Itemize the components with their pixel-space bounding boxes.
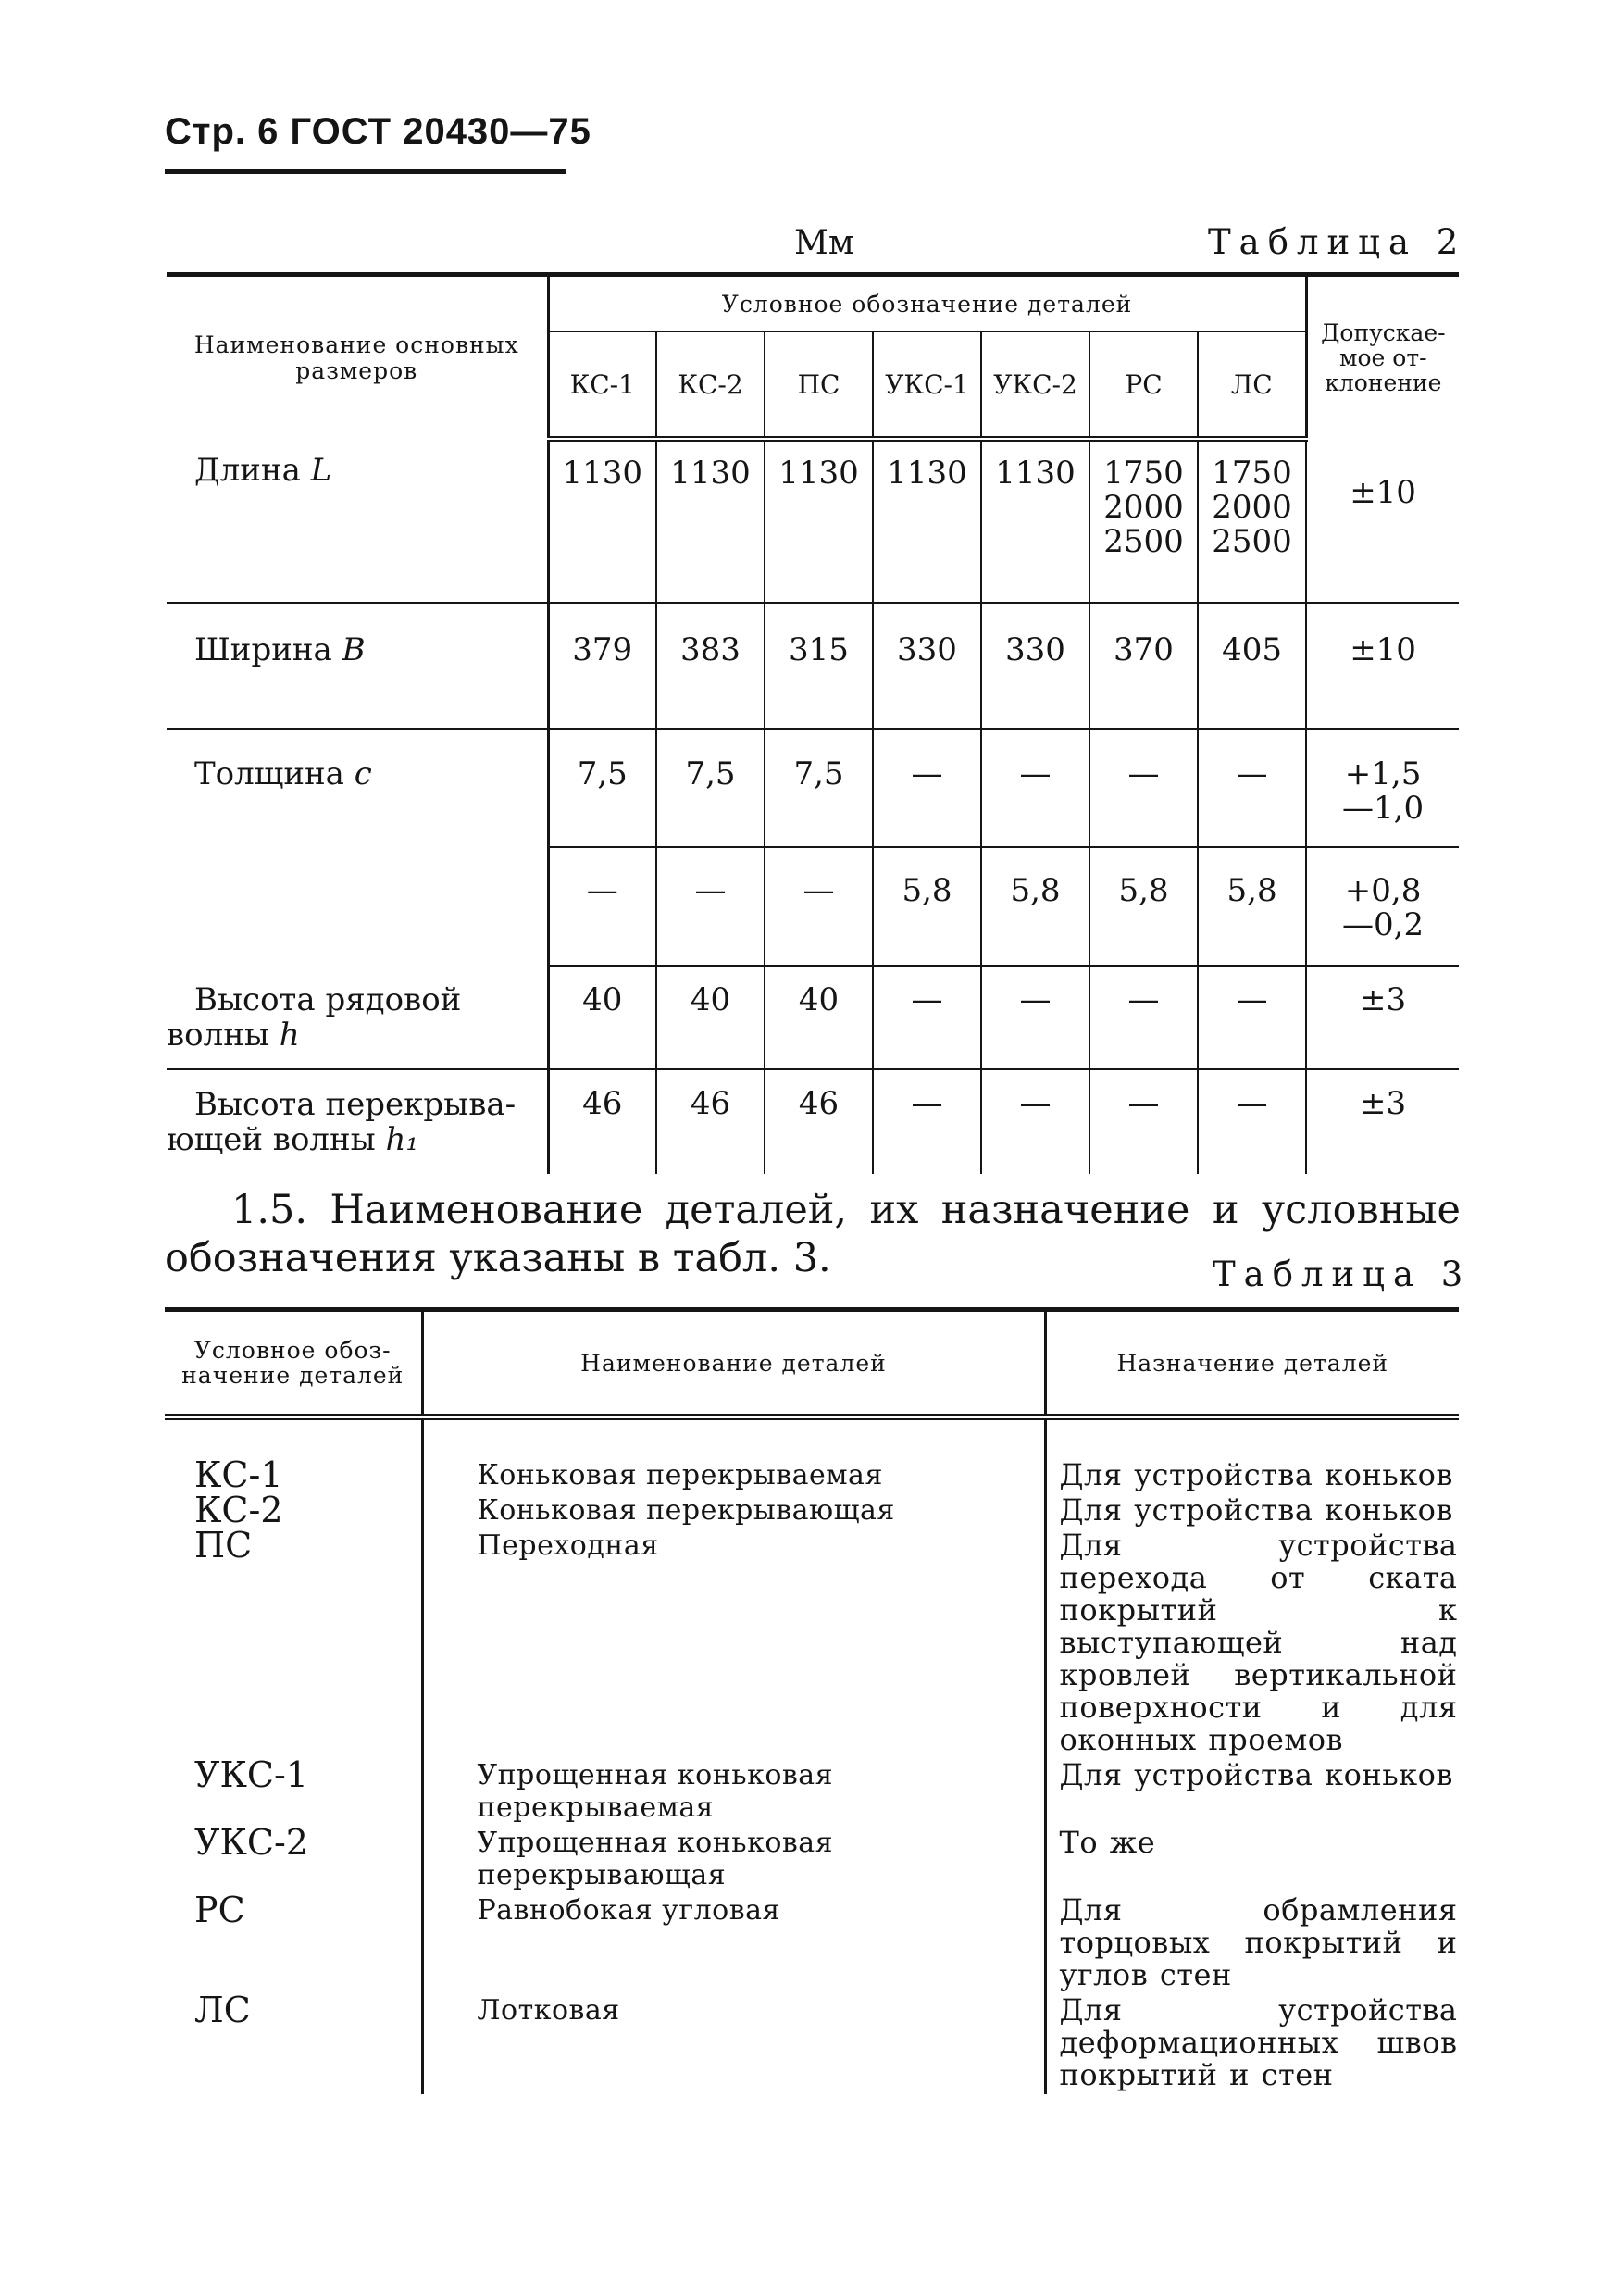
col-header: КС-2 (656, 331, 765, 439)
part-name: Упрощенная коньковая перекрываемая (422, 1759, 1045, 1827)
part-purpose: Для обрамления торцовых покрытий и углов стен (1059, 1892, 1458, 1992)
col-header: УКС-1 (873, 331, 981, 439)
cell: 1130 (981, 439, 1089, 603)
header-rule (165, 169, 566, 174)
header-part-name: Наименование деталей (422, 1310, 1045, 1417)
part-code: КС-2 (165, 1494, 422, 1529)
cell: 46 (656, 1069, 765, 1174)
row-label: Высота рядовой волны h (167, 966, 548, 1069)
cell: 1750 2000 2500 (1198, 439, 1306, 603)
cell: — (765, 847, 873, 966)
part-purpose: То же (1059, 1825, 1156, 1860)
cell: — (873, 729, 981, 847)
cell: — (873, 1069, 981, 1174)
table-row (165, 1827, 1459, 1894)
part-code: ЛС (165, 1994, 422, 2094)
page-header: Стр. 6 ГОСТ 20430—75 (165, 111, 591, 152)
header-code: Условное обоз- начение деталей (165, 1310, 422, 1417)
units-label: Мм (794, 224, 854, 262)
col-header: РС (1089, 331, 1198, 439)
cell: 330 (981, 603, 1089, 729)
dimensions-table (167, 272, 1459, 1174)
cell: 1130 (765, 439, 873, 603)
cell: 379 (548, 603, 656, 729)
cell: — (656, 847, 765, 966)
tolerance-cell: ±3 (1360, 1085, 1407, 1122)
cell: 46 (548, 1069, 656, 1174)
table-row (165, 1759, 1459, 1827)
part-name: Коньковая перекрываемая (422, 1417, 1045, 1495)
cell: 5,8 (1089, 847, 1198, 966)
cell: 405 (1198, 603, 1306, 729)
cell: — (981, 966, 1089, 1069)
cell: — (548, 847, 656, 966)
cell: 5,8 (873, 847, 981, 966)
cell: 5,8 (1198, 847, 1306, 966)
cell: 1750 2000 2500 (1089, 439, 1198, 603)
part-code: УКС-2 (165, 1827, 422, 1894)
header-part-designation: Условное обозначение деталей (548, 275, 1306, 332)
table-row (167, 729, 1459, 847)
part-name: Упрощенная коньковая перекрывающая (422, 1827, 1045, 1894)
cell: 7,5 (765, 729, 873, 847)
header-tolerance: Допускае- мое от- клонение (1306, 275, 1459, 440)
table-row (167, 847, 1459, 966)
part-purpose: Для устройства деформационных швов покрытий и стен (1059, 1992, 1458, 2092)
header-purpose: Назначение деталей (1045, 1310, 1459, 1417)
table-row (167, 603, 1459, 729)
cell: 7,5 (548, 729, 656, 847)
part-name: Лотковая (422, 1994, 1045, 2094)
header-dimension-name: Наименование основных размеров (167, 275, 548, 440)
cell: 1130 (548, 439, 656, 603)
cell: 1130 (656, 439, 765, 603)
tolerance-cell: +1,5 —1,0 (1306, 729, 1459, 847)
part-code: РС (165, 1894, 422, 1994)
table-row (167, 439, 1459, 603)
cell: 7,5 (656, 729, 765, 847)
cell: 315 (765, 603, 873, 729)
table-row (165, 1417, 1459, 1495)
cell: 370 (1089, 603, 1198, 729)
table-row (165, 1994, 1459, 2094)
cell: 383 (656, 603, 765, 729)
part-purpose: Для устройства коньков (1059, 1457, 1453, 1492)
cell: — (1089, 729, 1198, 847)
table2-caption: Таблица 2 (1208, 222, 1467, 262)
col-header: ЛС (1198, 331, 1306, 439)
cell: — (981, 729, 1089, 847)
col-header: КС-1 (548, 331, 656, 439)
table-row (165, 1494, 1459, 1529)
cell: 1130 (873, 439, 981, 603)
cell: — (1089, 1069, 1198, 1174)
table-row (167, 1069, 1459, 1174)
cell: — (873, 966, 981, 1069)
tolerance-cell: ±10 (1306, 603, 1459, 729)
tolerance-cell: +0,8 —0,2 (1306, 847, 1459, 966)
part-purpose: Для устройства перехода от ската покрытий к выступающей над кровлей вертикальной поверхности и для оконных проемов (1059, 1528, 1458, 1757)
col-header: УКС-2 (981, 331, 1089, 439)
part-code: КС-1 (165, 1417, 422, 1495)
cell: — (981, 1069, 1089, 1174)
cell: 40 (548, 966, 656, 1069)
part-name: Переходная (422, 1529, 1045, 1759)
row-label: Толщина c (167, 729, 548, 847)
table-row (167, 966, 1459, 1069)
part-name: Равнобокая угловая (422, 1894, 1045, 1994)
cell: 46 (765, 1069, 873, 1174)
part-purpose: Для устройства коньков (1059, 1757, 1453, 1792)
part-code: ПС (165, 1529, 422, 1759)
table-row (165, 1529, 1459, 1759)
tolerance-cell: ±10 (1306, 439, 1459, 603)
cell: 330 (873, 603, 981, 729)
table3-caption: Таблица 3 (1213, 1254, 1472, 1294)
part-code: УКС-1 (165, 1759, 422, 1827)
cell: — (1089, 966, 1198, 1069)
col-header: ПС (765, 331, 873, 439)
cell: 5,8 (981, 847, 1089, 966)
cell: 40 (656, 966, 765, 1069)
row-label (167, 847, 548, 966)
row-label: Ширина B (167, 603, 548, 729)
table-row (165, 1894, 1459, 1994)
row-label: Высота перекрыва- ющей волны h₁ (167, 1069, 548, 1174)
paragraph-1-5: 1.5. Наименование деталей, их назначение и условные обозначения указаны в табл. 3. (165, 1187, 1461, 1281)
part-name: Коньковая перекрывающая (422, 1494, 1045, 1529)
tolerance-cell: ±3 (1306, 966, 1459, 1069)
row-label: Длина L (167, 439, 548, 603)
parts-table (165, 1307, 1459, 2094)
cell: — (1198, 1069, 1306, 1174)
cell: — (1198, 729, 1306, 847)
cell: — (1198, 966, 1306, 1069)
part-purpose: Для устройства коньков (1059, 1492, 1453, 1528)
cell: 40 (765, 966, 873, 1069)
